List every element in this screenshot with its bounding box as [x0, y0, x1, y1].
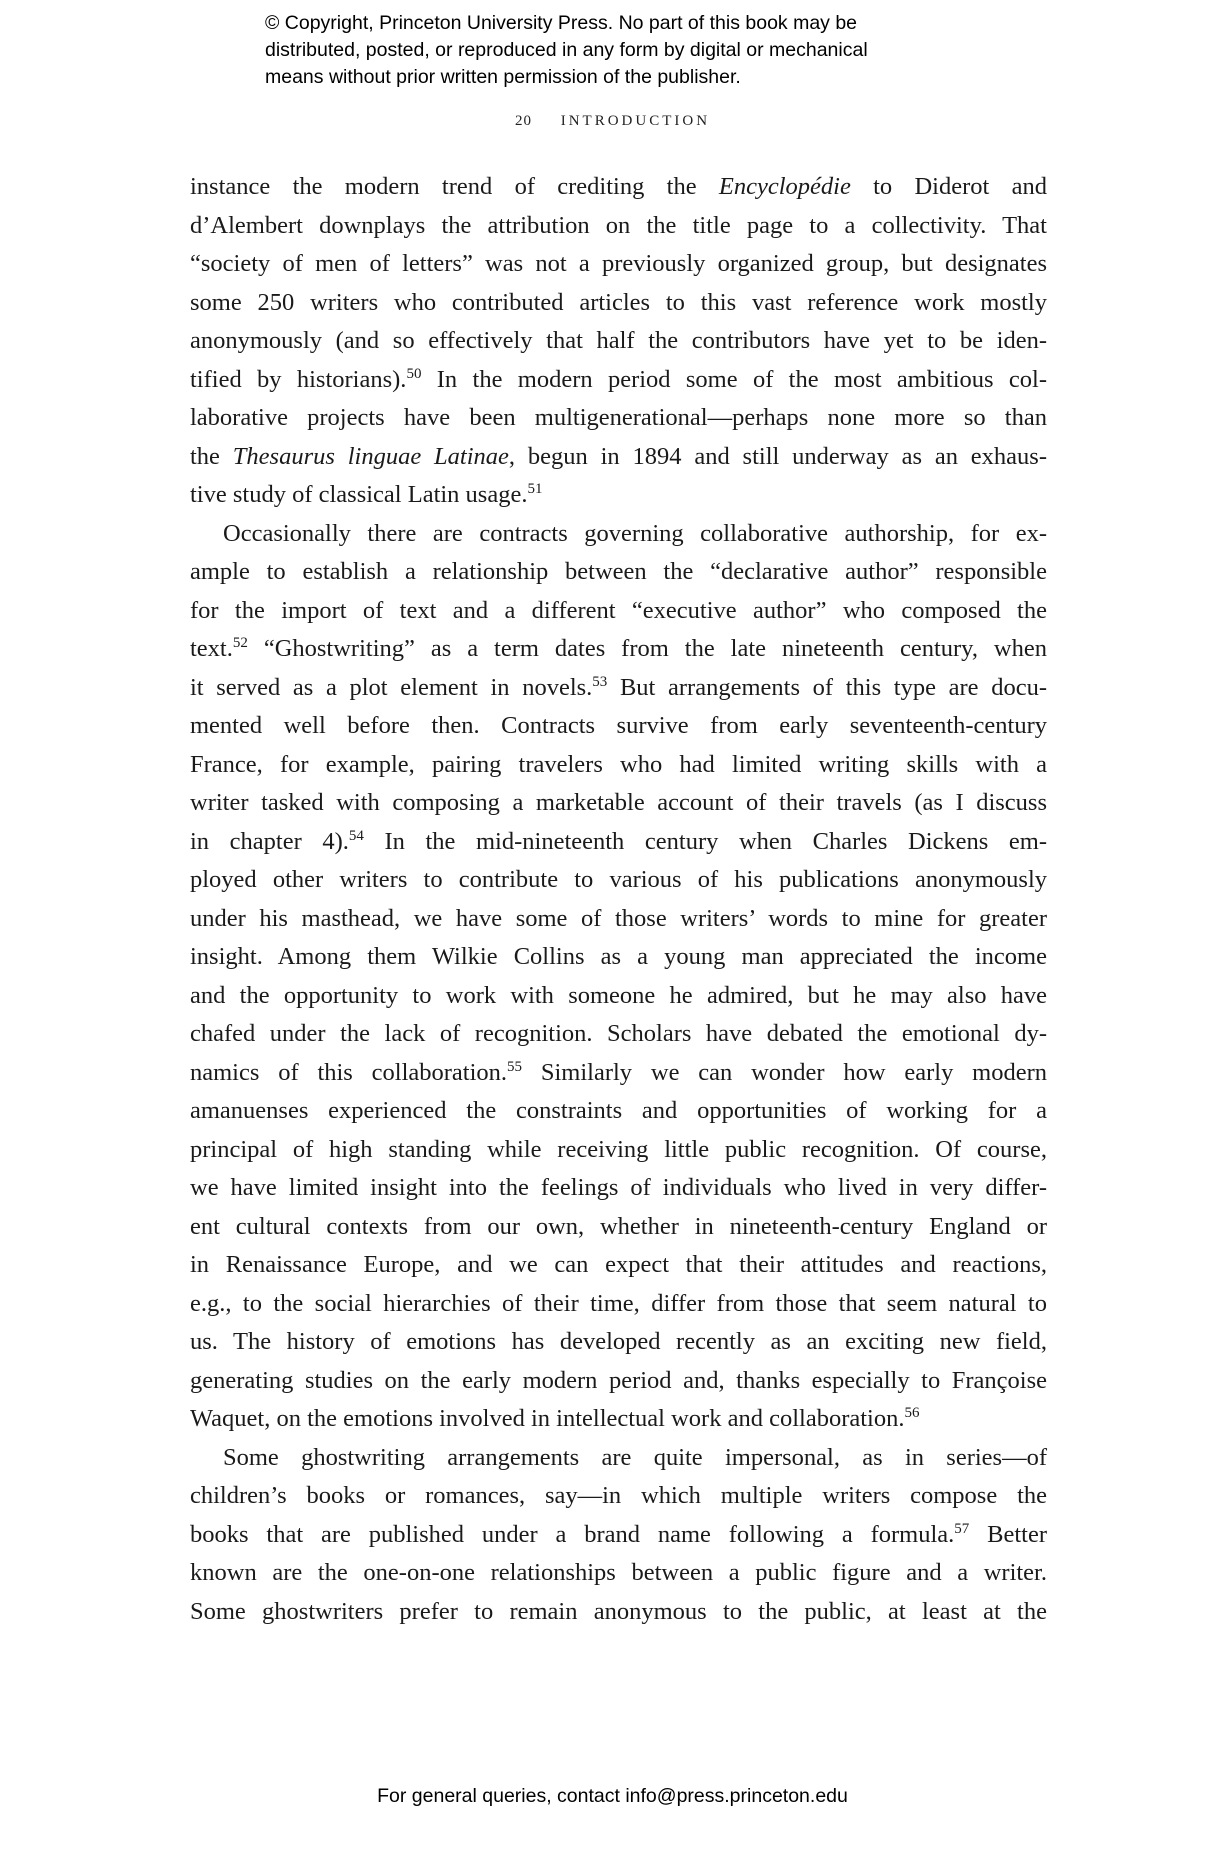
text-segment: we have limited insight into the feelings of individuals who lived in very differ- [190, 1174, 1047, 1201]
text-segment: Waquet, on the emotions involved in intellectual work and collaboration. [190, 1405, 905, 1432]
text-segment: chafed under the lack of recognition. Scholars have debated the emotional dy- [190, 1020, 1047, 1047]
text-line [190, 900, 1047, 939]
footnote-marker: 53 [592, 673, 608, 690]
text-line [190, 861, 1047, 900]
text-line [190, 1208, 1047, 1247]
section-title: INTRODUCTION [560, 113, 711, 129]
text-segment: in chapter 4). [190, 827, 349, 855]
text-segment: ployed other writers to contribute to various of his publications anonymously [190, 866, 1047, 893]
text-line [190, 168, 1047, 207]
text-segment: e.g., to the social hierarchies of their time, differ from those that seem natural to [190, 1289, 1047, 1317]
text-segment: us. The history of emotions has developed recently as an exciting new field, [190, 1328, 1047, 1355]
text-line [190, 361, 1047, 400]
text-segment: insight. Among them Wilkie Collins as a young man appreciated the income [190, 943, 1047, 970]
footnote-marker: 54 [348, 827, 364, 844]
text-line [190, 322, 1047, 361]
text-segment: , begun in 1894 and still underway as an exhaus- [508, 442, 1047, 470]
text-segment: Some ghostwriters prefer to remain anonymous to the public, at least at the [190, 1597, 1047, 1625]
footnote-marker: 55 [507, 1058, 523, 1075]
text-line [190, 207, 1047, 246]
text-segment: d’Alembert downplays the attribution on the title page to a collectivity. That [190, 211, 1047, 239]
text-line [190, 1439, 1047, 1478]
text-line [190, 1554, 1047, 1593]
text-segment: generating studies on the early modern period and, thanks especially to Françoise [190, 1366, 1047, 1394]
text-segment: namics of this collaboration. [190, 1058, 508, 1086]
text-line [190, 746, 1047, 785]
copyright-notice [265, 10, 868, 91]
footnote-marker: 52 [232, 635, 248, 651]
text-line [190, 284, 1047, 323]
copyright-line: © Copyright, Princeton University Press. No part of this book may be [265, 12, 858, 34]
footer-contact: For general queries, contact info@press.princeton.edu [377, 1785, 848, 1807]
text-segment: principal of high standing while receiving little public recognition. Of course, [190, 1135, 1047, 1163]
copyright-line: means without prior written permission of the publisher. [265, 66, 741, 88]
text-line [190, 1285, 1047, 1324]
text-segment: mented well before then. Contracts survive from early seventeenth-century [190, 712, 1047, 739]
text-segment: known are the one-on-one relationships between a public figure and a writer. [190, 1559, 1047, 1586]
text-segment: under his masthead, we have some of those writers’ words to mine for greater [190, 904, 1047, 932]
text-line [190, 592, 1047, 631]
text-segment: tified by historians). [190, 365, 407, 393]
text-line [190, 245, 1047, 284]
text-line [190, 1054, 1047, 1093]
text-segment: ample to establish a relationship between the “declarative author” responsible [190, 558, 1047, 585]
text-line [190, 1593, 1047, 1632]
text-segment: “Ghostwriting” as a term dates from the late nineteenth century, when [247, 635, 1047, 662]
text-line [190, 1131, 1047, 1170]
text-line [190, 977, 1047, 1016]
text-segment: writer tasked with composing a marketable account of their travels (as I discuss [190, 789, 1047, 816]
text-segment: and the opportunity to work with someone he admired, but he may also have [190, 981, 1047, 1009]
text-segment: it served as a plot element in novels. [190, 673, 593, 701]
text-segment: text. [190, 635, 233, 662]
footnote-marker: 57 [954, 1520, 970, 1537]
text-segment: tive study of classical Latin usage. [190, 481, 528, 508]
text-line [190, 823, 1047, 862]
body-text [190, 168, 1047, 1631]
copyright-line: distributed, posted, or reproduced in any form by digital or mechanical [265, 39, 868, 61]
text-line [190, 1092, 1047, 1131]
text-segment: But arrangements of this type are docu- [607, 673, 1047, 701]
text-line [190, 669, 1047, 708]
text-line [190, 438, 1047, 477]
text-line [190, 1362, 1047, 1401]
text-line [190, 1477, 1047, 1516]
text-line [190, 553, 1047, 592]
text-segment: in Renaissance Europe, and we can expect that their attitudes and reactions, [190, 1251, 1047, 1278]
text-segment: ent cultural contexts from our own, whether in nineteenth-century England or [190, 1212, 1047, 1240]
text-line [190, 515, 1047, 554]
text-segment: Better [969, 1520, 1047, 1548]
text-line [190, 1400, 1047, 1439]
footnote-marker: 56 [904, 1405, 920, 1421]
text-segment: Occasionally there are contracts governing collaborative authorship, for ex- [223, 519, 1047, 547]
footnote-marker: 51 [527, 481, 543, 497]
text-segment: anonymously (and so effectively that half the contributors have yet to be iden- [190, 327, 1047, 354]
text-segment: Some ghostwriting arrangements are quite impersonal, as in series—of [223, 1443, 1047, 1471]
text-line [190, 1516, 1047, 1555]
text-segment: In the modern period some of the most ambitious col- [421, 365, 1047, 393]
text-line [190, 630, 1047, 669]
text-segment: some 250 writers who contributed articles to this vast reference work mostly [190, 288, 1047, 316]
footnote-marker: 50 [406, 365, 422, 382]
text-segment: Similarly we can wonder how early modern [522, 1058, 1047, 1086]
running-head [0, 113, 1225, 130]
text-line [190, 476, 1047, 515]
text-line [190, 399, 1047, 438]
text-line [190, 1015, 1047, 1054]
italic-title: Encyclopédie [718, 173, 851, 200]
text-line [190, 707, 1047, 746]
text-line [190, 1323, 1047, 1362]
text-segment: “society of men of letters” was not a previously organized group, but designates [190, 250, 1047, 277]
text-line [190, 1169, 1047, 1208]
italic-title: Thesaurus linguae Latinae [232, 442, 509, 470]
text-segment: laborative projects have been multigenerational—perhaps none more so than [190, 404, 1047, 431]
text-segment: children’s books or romances, say—in which multiple writers compose the [190, 1482, 1047, 1509]
text-line [190, 1246, 1047, 1285]
text-segment: France, for example, pairing travelers who had limited writing skills with a [190, 750, 1047, 778]
text-segment: instance the modern trend of crediting the [190, 173, 719, 200]
text-segment: for the import of text and a different “executive author” who composed the [190, 596, 1047, 624]
page-number: 20 [514, 113, 532, 129]
text-segment: to Diderot and [850, 173, 1047, 200]
text-segment: the [190, 442, 233, 470]
text-segment: In the mid-nineteenth century when Charles Dickens em- [363, 827, 1047, 855]
text-line [190, 938, 1047, 977]
text-segment: amanuenses experienced the constraints and opportunities of working for a [190, 1097, 1047, 1124]
text-segment: books that are published under a brand name following a formula. [190, 1520, 955, 1548]
text-line [190, 784, 1047, 823]
